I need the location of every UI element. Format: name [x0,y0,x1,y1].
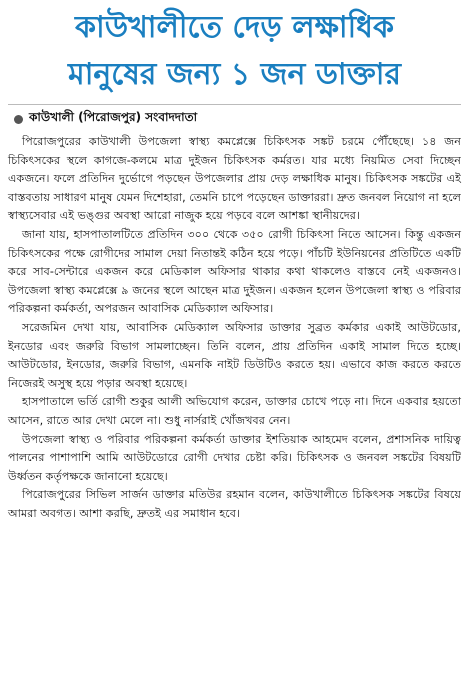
paragraph-5: উপজেলা স্বাস্থ্য ও পরিবার পরিকল্পনা কর্মকর্তা ডাক্তার ইশতিয়াক আহমেদ বলেন, প্রশাসনিক দায়িত্ব পালনের পাশাপাশি আমি আউটডোরে রোগী দেখার চেষ্টা করি। চিকিৎসক ও জনবল সঙ্কটের বিষয়টি উর্ধ্বতন কর্তৃপক্ষকে জানানো হয়েছে। [8,432,461,483]
paragraph-4: হাসপাতালে ভর্তি রোগী শুকুর আলী অভিযোগ করেন, ডাক্তার চোখে পড়ে না। দিনে একবার হয়তো আসেন, রাতে আর দেখা মেলে না। শুধু নার্সরাই খোঁজখবর নেন। [8,395,461,427]
byline-text: কাউখালী (পিরোজপুর) সংবাদদাতা [29,110,198,124]
headline-divider [8,104,461,105]
article-body [8,133,461,523]
headline [8,4,461,98]
paragraph-3: সরেজমিন দেখা যায়, আবাসিক মেডিক্যাল অফিসার ডাক্তার সুব্রত কর্মকার একাই আউটডোর, ইনডোর এবং জরুরি বিভাগ সামলাচ্ছেন। তিনি বলেন, প্রায় প্রতিদিন একাই সামাল দিতে হচ্ছে। আউটডোর, ইনডোর, জরুরি বিভাগ, এমনকি নাইট ডিউটিও করতে হয়। এভাবে কাজ করতে করতে নিজেরই অসুস্থ হয়ে পড়ার অবস্থা হয়েছে। [8,320,461,390]
headline-line-1: কাউখালীতে দেড় লক্ষাধিক [75,10,394,45]
paragraph-6: পিরোজপুরের সিভিল সার্জন ডাক্তার মতিউর রহমান বলেন, কাউখালীতে চিকিৎসক সঙ্কটের বিষয়ে আমরা অবগত। আশা করছি, দ্রুতই এর সমাধান হবে। [8,488,461,520]
bullet-dot-icon [14,115,23,124]
headline-line-2: মানুষের জন্য ১ জন ডাক্তার [68,57,401,92]
paragraph-2: জানা যায়, হাসপাতালটিতে প্রতিদিন ৩০০ থেকে ৩৫০ রোগী চিকিৎসা নিতে আসেন। কিন্তু একজন চিকিৎসকের পক্ষে রোগীদের সামাল দেয়া নিতান্তই কঠিন হয়ে পড়ে। পাঁচটি ইউনিয়নের প্রতিটিতে একটি করে সাব-সেন্টারে একজন করে মেডিকাল অফিসার থাকার কথা থাকলেও বাস্তবে নেই একজনও। উপজেলা স্বাস্থ্য কমপ্লেক্সে ৯ জনের স্থলে আছেন মাত্র দুইজন। একজন হলেন উপজেলা স্বাস্থ্য ও পরিবার পরিকল্পনা কর্মকর্তা, অপরজন আবাসিক মেডিক্যাল অফিসার। [8,227,461,316]
paragraph-1: পিরোজপুরের কাউখালী উপজেলা স্বাস্থ্য কমপ্লেক্সে চিকিৎসক সঙ্কট চরমে পৌঁছেছে। ১৪ জন চিকিৎসকের স্থলে কাগজে-কলমে মাত্র দুইজন চিকিৎসক কর্মরত। যার মধ্যে নিয়মিত সেবা দিচ্ছেন একজনে। ফলে প্রতিদিন দুর্ভোগে পড়ছেন উপজেলার প্রায় দেড় লক্ষাধিক মানুষ। চিকিৎসক সঙ্কটের এই বাস্তবতায় সাধারণ মানুষ যেমন দিশেহারা, তেমনি চাপে পড়েছেন ডাক্তাররা। দ্রুত জনবল নিয়োগ না হলে স্বাস্থ্যসেবার এই ভঙ্গুর অবস্থা আরো নাজুক হয়ে পড়বে বলে আশঙ্কা স্থানীয়দের। [8,135,461,223]
byline [14,111,461,127]
